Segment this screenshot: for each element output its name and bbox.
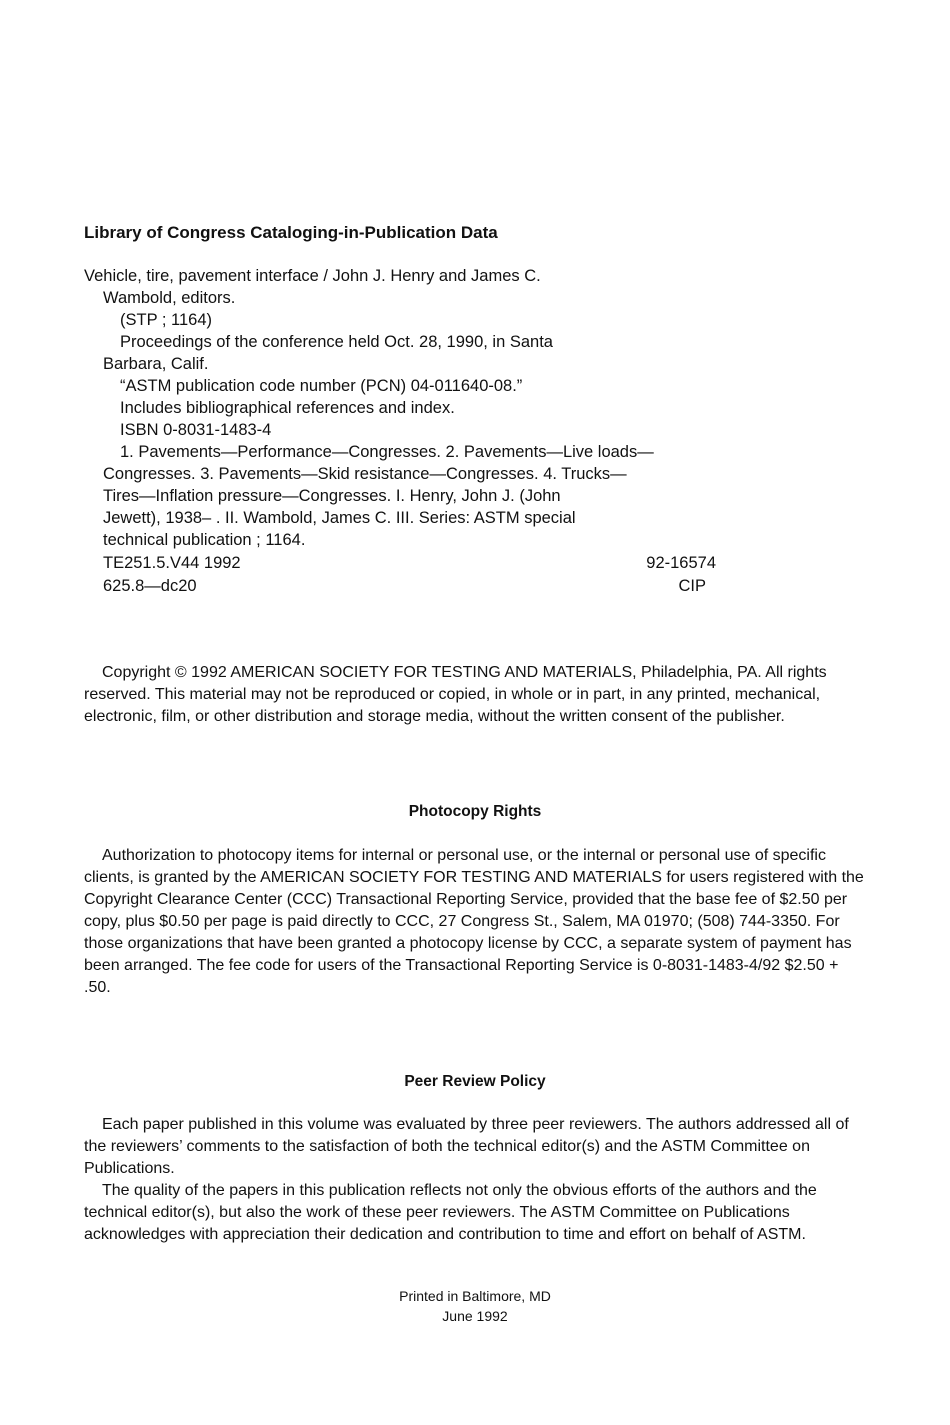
cip-line: Wambold, editors. — [103, 289, 236, 307]
copyright-notice: Copyright © 1992 AMERICAN SOCIETY FOR TESTING AND MATERIALS, Philadelphia, PA. All rights reserved. This material may not be reproduced or copied, in whole or in part, in any printed, mechanical, electronic, film, or other distribution and storage media, without the written consent of the publisher. — [84, 664, 827, 725]
cip-line: Jewett), 1938– . II. Wambold, James C. III. Series: ASTM special — [103, 509, 576, 527]
cip-line: Congresses. 3. Pavements—Skid resistance—Congresses. 4. Trucks— — [103, 465, 627, 483]
cip-line: Vehicle, tire, pavement interface / John J. Henry and James C. — [84, 267, 541, 285]
cip-line: Tires—Inflation pressure—Congresses. I. Henry, John J. (John — [103, 487, 561, 505]
cip-line: Includes bibliographical references and index. — [120, 399, 455, 417]
cip-heading: Library of Congress Cataloging-in-Publication Data — [84, 223, 498, 242]
cip-line: 1. Pavements—Performance—Congresses. 2. Pavements—Live loads— — [120, 443, 654, 461]
cip-line: Proceedings of the conference held Oct. 28, 1990, in Santa — [120, 333, 553, 351]
printed-date: June 1992 — [442, 1308, 508, 1324]
peer-review-heading: Peer Review Policy — [404, 1073, 546, 1090]
peer-review-paragraph: Each paper published in this volume was evaluated by three peer reviewers. The authors addressed all of the reviewers’ comments to the satisfaction of both the technical editor(s) and the ASTM Committee on Publications. — [84, 1116, 849, 1177]
peer-review-paragraph: The quality of the papers in this publication reflects not only the obvious efforts of the authors and the technical editor(s), but also the work of these peer reviewers. The ASTM Committee on Publications acknowledges with appreciation their dedication and contribution to time and effort on behalf of ASTM. — [84, 1182, 817, 1243]
cip-line: technical publication ; 1164. — [103, 531, 306, 549]
cip-line: Barbara, Calif. — [103, 355, 209, 373]
cip-line: (STP ; 1164) — [120, 311, 213, 329]
dewey-number: 625.8—dc20 — [103, 577, 197, 595]
photocopy-text: Authorization to photocopy items for internal or personal use, or the internal or personal use of specific clients, is granted by the AMERICAN SOCIETY FOR TESTING AND MATERIALS for users registered with the Copyright Clearance Center (CCC) Transactional Reporting Service, provided that the base fee of $2.50 per copy, plus $0.50 per page is paid directly to CCC, 27 Congress St., Salem, MA 01970; (508) 744-3350. For those organizations that have been granted a photocopy license by CCC, a separate system of payment has been arranged. The fee code for users of the Transactional Reporting Service is 0-8031-1483-4/92 $2.50 + .50. — [84, 847, 864, 996]
cip-line: ISBN 0-8031-1483-4 — [120, 421, 272, 439]
photocopy-heading: Photocopy Rights — [408, 803, 542, 820]
call-number: TE251.5.V44 1992 — [103, 554, 241, 572]
printed-location: Printed in Baltimore, MD — [399, 1288, 551, 1304]
lccn: 92-16574 — [646, 554, 716, 572]
cip-line: “ASTM publication code number (PCN) 04-011640-08.” — [120, 377, 523, 395]
cip-label: CIP — [678, 577, 706, 595]
